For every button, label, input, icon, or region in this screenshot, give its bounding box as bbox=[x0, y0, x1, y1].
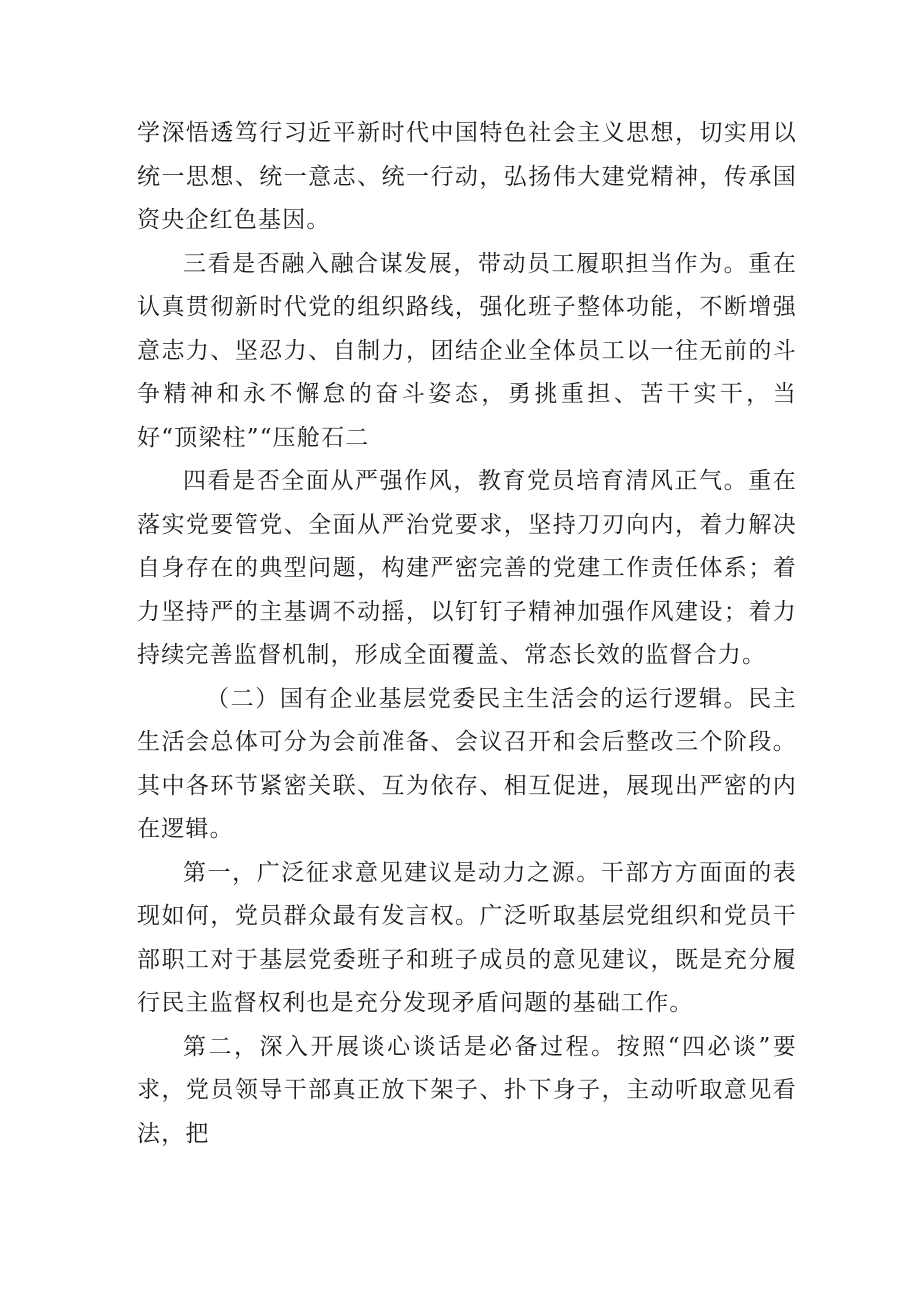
paragraph-second-step: 第二，深入开展谈心谈话是必备过程。按照“四必谈”要求，党员领导干部真正放下架子、扑下身子，主动听取意见看法，把 bbox=[137, 1033, 797, 1147]
paragraph-continuation: 学深悟透笃行习近平新时代中国特色社会主义思想，切实用以统一思想、统一意志、统一行动，弘扬伟大建党精神，传承国资央企红色基因。 bbox=[137, 120, 797, 233]
paragraph-third-point: 三看是否融入融合谋发展，带动员工履职担当作为。重在认真贯彻新时代党的组织路线，强化班子整体功能，不断增强意志力、坚忍力、自制力，团结企业全体员工以一往无前的斗争精神和永不懈怠的奋斗姿态，勇挑重担、苦干实干，当好“顶梁柱”“压舱石二 bbox=[137, 250, 797, 451]
document-body bbox=[137, 112, 797, 1156]
paragraph-first-step: 第一，广泛征求意见建议是动力之源。干部方方面面的表现如何，党员群众最有发言权。广泛听取基层党组织和党员干部职工对于基层党委班子和班子成员的意见建议，既是充分履行民主监督权利也是充分发现矛盾问题的基础工作。 bbox=[137, 859, 797, 1016]
paragraph-fourth-point: 四看是否全面从严强作风，教育党员培育清风正气。重在落实党要管党、全面从严治党要求，坚持刀刃向内，着力解决自身存在的典型问题，构建严密完善的党建工作责任体系；着力坚持严的主基调不动摇，以钉钉子精神加强作风建设；着力持续完善监督机制，形成全面覆盖、常态长效的监督合力。 bbox=[137, 468, 797, 668]
paragraph-section-two-heading: （二）国有企业基层党委民主生活会的运行逻辑。民主生活会总体可分为会前准备、会议召开和会后整改三个阶段。其中各环节紧密关联、互为依存、相互促进，展现出严密的内在逻辑。 bbox=[137, 685, 797, 842]
